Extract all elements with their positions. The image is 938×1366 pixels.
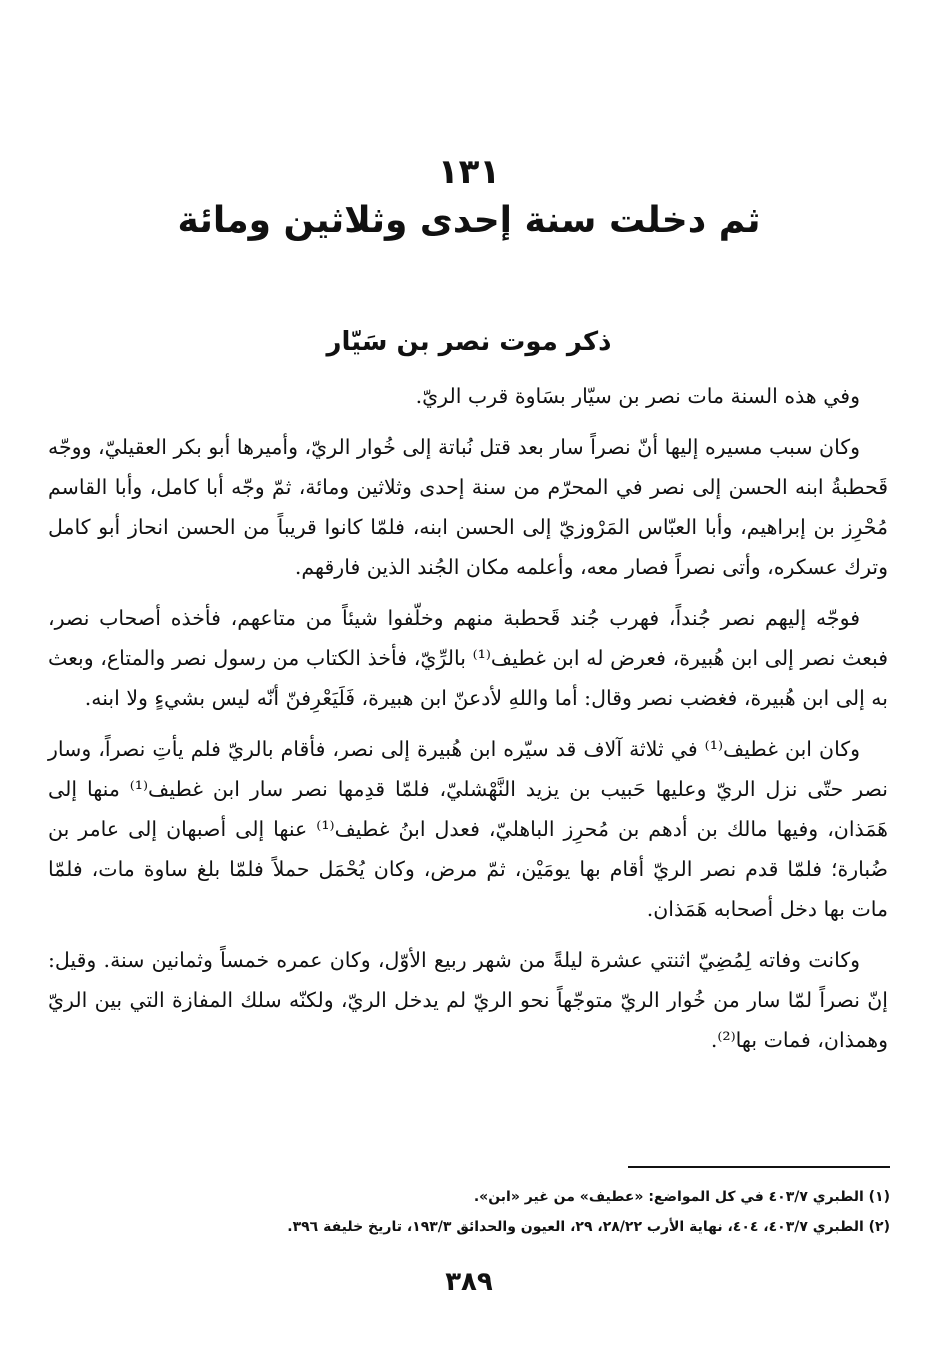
section-number: ١٣١	[437, 152, 501, 192]
chapter-title: ثم دخلت سنة إحدى وثلاثين ومائة	[177, 200, 761, 241]
paragraph: وكانت وفاته لِمُضِيّ اثنتي عشرة ليلةً من شهر ربيع الأوّل، وكان عمره خمساً وثمانين سنة. وقيل: إنّ نصراً لمّا سار من خُوار الريّ متوجّهاً نحو الريّ لم يدخل الريّ، ولكنّه سلك المفازة التي بين الريّ وهمذان، فمات بها⁽²⁾.	[48, 948, 888, 1052]
page-number: ٣٨٩	[445, 1267, 493, 1297]
paragraph: وكان ابن غطيف⁽¹⁾ في ثلاثة آلاف قد سيّره ابن هُبيرة إلى نصر، فأقام بالريّ فلم يأتِ نصراً، وسار نصر حتّى نزل الريّ وعليها حَبيب بن يزيد النَّهْشليّ، فلمّا قدِمها نصر سار ابن غطيف⁽¹⁾ منها إلى هَمَذان، وفيها مالك بن أدهم بن مُحرِز الباهليّ، فعدل ابنُ غطيف⁽¹⁾ عنها إلى أصبهان إلى عامر بن ضُبارة؛ فلمّا قدم نصر الريّ أقام بها يومَيْن، ثمّ مرض، وكان يُحْمَل حملاً فلمّا بلغ ساوة مات، فلمّا مات بها دخل أصحابه هَمَذان.	[48, 737, 888, 921]
paragraph: وكان سبب مسيره إليها أنّ نصراً سار بعد قتل نُباتة إلى خُوار الريّ، وأميرها أبو بكر العقيليّ، ووجّه قَحطبةُ ابنه الحسن إلى نصر في المحرّم من سنة إحدى وثلاثين ومائة، ثمّ وجّه أبا كامل، وأبا القاسم مُحْرِز بن إبراهيم، وأبا العبّاس المَرْوزيّ إلى الحسن ابنه، فلمّا كانوا قريباً من الحسن انحاز أبو كامل وترك عسكره، وأتى نصراً فصار معه، وأعلمه مكان الجُند الذين فارقهم.	[48, 435, 888, 579]
footnote-divider	[628, 1166, 890, 1168]
paragraph: وفي هذه السنة مات نصر بن سيّار بسَاوة قرب الريّ.	[415, 384, 860, 408]
footnotes	[40, 1182, 890, 1242]
footnote-2: (٢) الطبري ٤٠٣/٧، ٤٠٤، نهاية الأرب ٢٨/٢٢، ٢٩، العيون والحدائق ١٩٣/٣، تاريخ خليفة ٣٩٦.	[287, 1219, 890, 1235]
paragraph: فوجّه إليهم نصر جُنداً، فهرب جُند قَحطبة منهم وخلّفوا شيئاً من متاعهم، فأخذه أصحاب نصر، فبعث نصر إلى ابن هُبيرة، فعرض له ابن غطيف⁽¹⁾ بالرِّيّ، فأخذ الكتاب من رسول نصر والمتاع، وبعث به إلى ابن هُبيرة، فغضب نصر وقال: أما واللهِ لأدعنّ ابن هبيرة، فَلَيَعْرِفنّ أنّه ليس بشيءٍ ولا ابنه.	[48, 606, 888, 710]
footnote-1: (١) الطبري ٤٠٣/٧ في كل المواضع: «عطيف» من غير «ابن».	[473, 1189, 890, 1205]
body-text	[48, 376, 888, 1071]
section-heading: ذكر موت نصر بن سَيّار	[326, 327, 612, 357]
